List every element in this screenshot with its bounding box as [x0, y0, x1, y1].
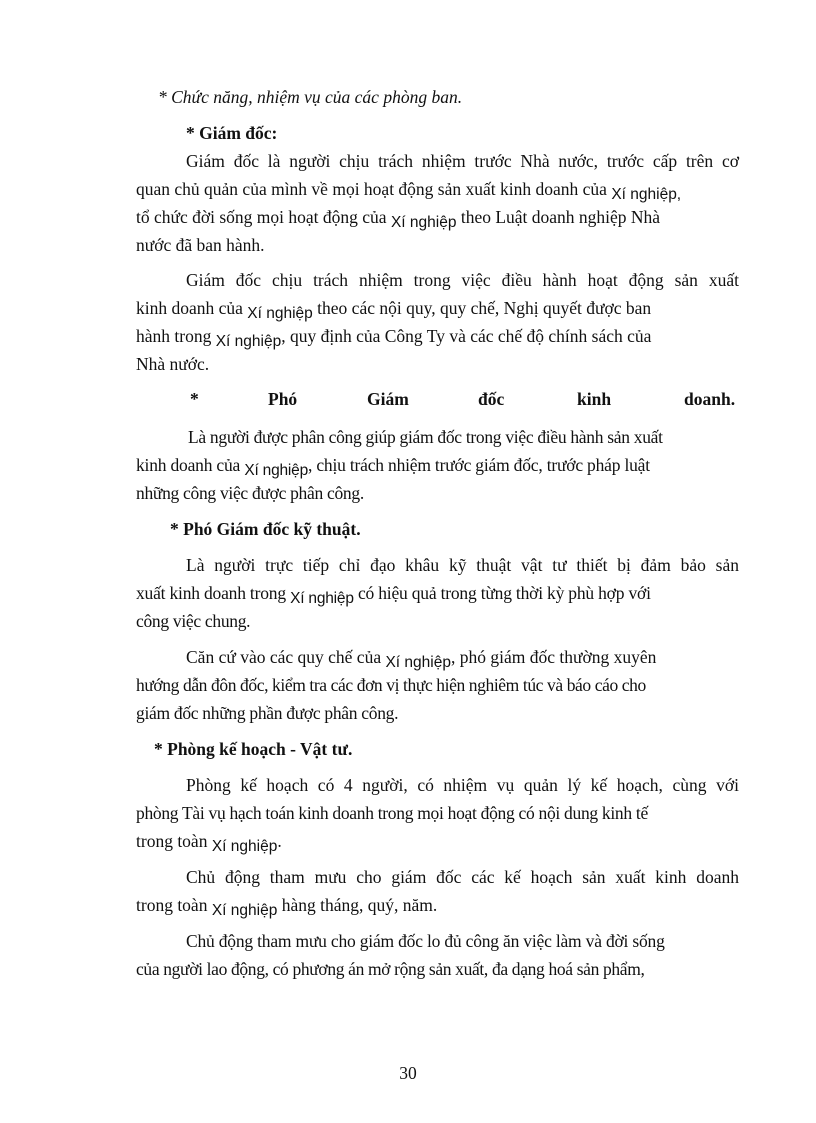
- paragraph-line: [136, 178, 739, 202]
- paragraph-line: những công việc được phân công.: [136, 483, 364, 503]
- text-fragment: Xí nghiệp: [385, 654, 451, 671]
- paragraph-line: [136, 582, 739, 606]
- subheading-word: Giám: [367, 389, 409, 409]
- paragraph-line: Chủ động tham mưu cho giám đốc các kế hoạch sản xuất kinh doanh: [186, 867, 739, 887]
- paragraph-line: Giám đốc là người chịu trách nhiệm trước Nhà nước, trước cấp trên cơ: [186, 151, 739, 171]
- paragraph-line: Giám đốc chịu trách nhiệm trong việc điều hành hoạt động sản xuất: [186, 270, 739, 290]
- paragraph-line: [186, 646, 739, 670]
- text-fragment: Xí nghiệp: [215, 333, 282, 350]
- paragraph-line: [136, 454, 739, 478]
- text-fragment: Căn cứ vào các quy chế của: [186, 647, 382, 667]
- paragraph-line: giám đốc những phần được phân công.: [136, 703, 399, 723]
- text-fragment: hành trong: [136, 326, 212, 346]
- text-fragment: Xí nghiệp: [290, 590, 354, 607]
- paragraph-line: [136, 206, 739, 230]
- paragraph-line: [136, 325, 739, 349]
- text-fragment: trong toàn: [136, 895, 208, 915]
- text-fragment: Xí nghiệp: [211, 902, 278, 919]
- text-fragment: , phó giám đốc thường xuyên: [450, 647, 657, 667]
- text-fragment: kinh doanh của: [136, 298, 243, 318]
- subheading-tech-deputy: * Phó Giám đốc kỹ thuật.: [170, 519, 361, 539]
- paragraph-line: Là người trực tiếp chỉ đạo khâu kỹ thuật vật tư thiết bị đảm bảo sản: [186, 555, 739, 575]
- text-fragment: tổ chức đời sống mọi hoạt động của: [136, 207, 387, 227]
- paragraph-line: phòng Tài vụ hạch toán kinh doanh trong mọi hoạt động có nội dung kinh tế: [136, 803, 648, 823]
- subheading-word: doanh.: [684, 389, 736, 409]
- subheading-word: đốc: [478, 389, 505, 409]
- page-number: 30: [399, 1063, 417, 1083]
- subheading-planning-dept: * Phòng kế hoạch - Vật tư.: [154, 739, 353, 759]
- text-fragment: , chịu trách nhiệm trước giám đốc, trước pháp luật: [308, 455, 650, 475]
- paragraph-line: nước đã ban hành.: [136, 235, 265, 255]
- paragraph-line: Chủ động tham mưu cho giám đốc lo đủ công ăn việc làm và đời sống: [186, 931, 665, 951]
- text-fragment: Xí nghiệp: [244, 462, 309, 479]
- text-fragment: xuất kinh doanh trong: [136, 583, 286, 603]
- paragraph-line: Là người được phân công giúp giám đốc trong việc điều hành sản xuất: [188, 427, 663, 447]
- text-fragment: theo Luật doanh nghiệp Nhà: [460, 207, 661, 227]
- text-fragment: Xí nghiệp: [390, 214, 457, 231]
- text-fragment: trong toàn: [136, 831, 208, 851]
- paragraph-line: của người lao động, có phương án mở rộng sản xuất, đa dạng hoá sản phẩm,: [136, 959, 645, 979]
- subheading-director: * Giám đốc:: [186, 123, 278, 143]
- subheading-word: Phó: [268, 389, 298, 409]
- text-fragment: Xí nghiệp,: [611, 186, 682, 203]
- section-heading: * Chức năng, nhiệm vụ của các phòng ban.: [158, 87, 463, 107]
- paragraph-line: [136, 894, 437, 918]
- text-fragment: hàng tháng, quý, năm.: [281, 895, 438, 915]
- text-fragment: Xí nghiệp: [211, 838, 278, 855]
- subheading-word: kinh: [577, 389, 612, 409]
- paragraph-line: Phòng kế hoạch có 4 người, có nhiệm vụ quản lý kế hoạch, cùng với: [186, 775, 739, 795]
- paragraph-line: công việc chung.: [136, 611, 251, 631]
- text-fragment: theo các nội quy, quy chế, Nghị quyết được ban: [317, 298, 652, 318]
- paragraph-line: [136, 830, 282, 854]
- paragraph-line: hướng dẫn đôn đốc, kiểm tra các đơn vị thực hiện nghiêm túc và báo cáo cho: [136, 675, 646, 695]
- text-fragment: , quy định của Công Ty và các chế độ chính sách của: [281, 326, 652, 346]
- text-fragment: .: [277, 831, 282, 851]
- subheading-word: *: [190, 389, 199, 409]
- paragraph-line: Nhà nước.: [136, 354, 210, 374]
- text-fragment: có hiệu quả trong từng thời kỳ phù hợp với: [357, 583, 651, 603]
- text-fragment: kinh doanh của: [136, 455, 241, 475]
- text-fragment: Xí nghiệp: [247, 305, 313, 322]
- text-fragment: quan chủ quản của mình về mọi hoạt động sản xuất kinh doanh của: [136, 179, 607, 199]
- paragraph-line: [136, 297, 739, 321]
